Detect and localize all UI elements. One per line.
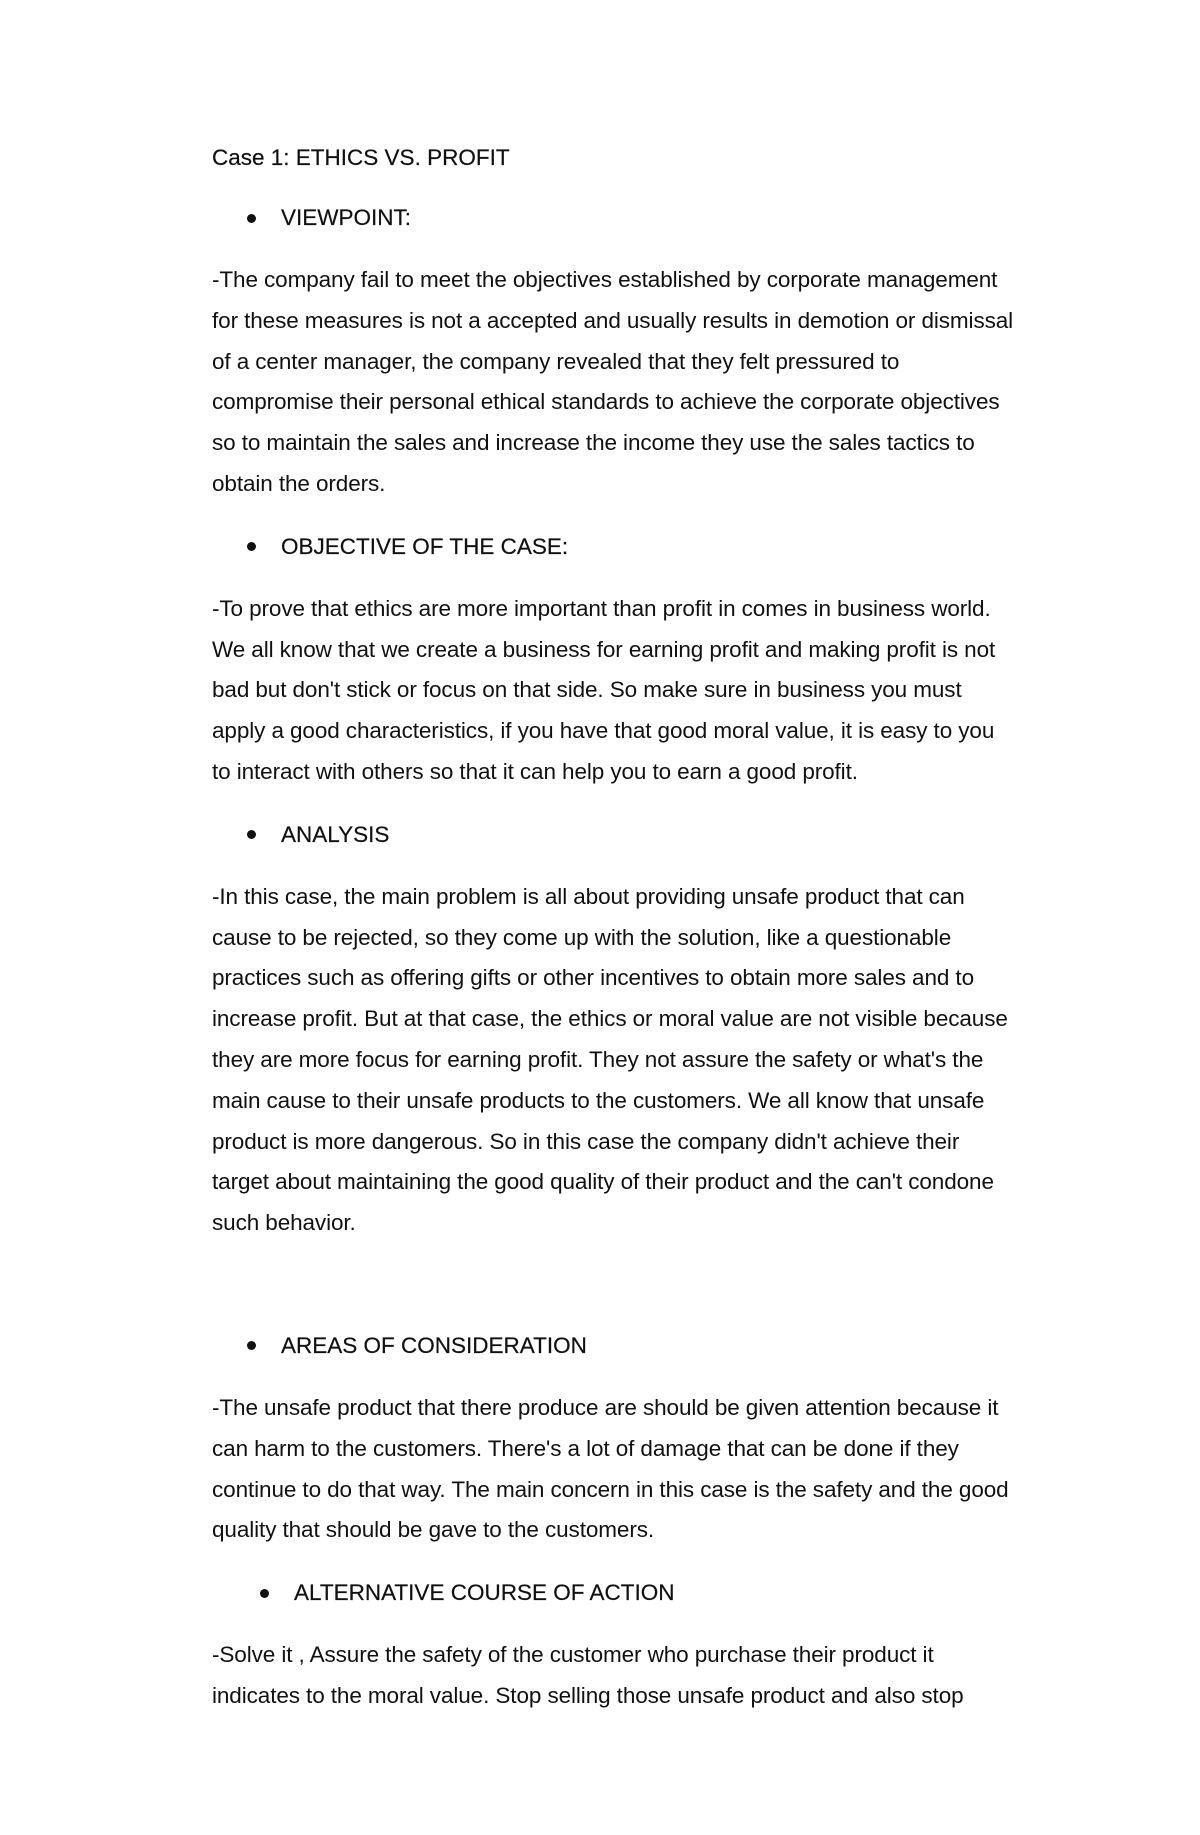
paragraph-line: can harm to the customers. There's a lot of damage that can be done if they [212, 1435, 959, 1461]
bullet-icon [247, 214, 256, 223]
paragraph-line: -The company fail to meet the objectives established by corporate management [212, 267, 998, 292]
paragraph-line: product is more dangerous. So in this case the company didn't achieve their [212, 1128, 960, 1154]
section-heading-label: AREAS OF CONSIDERATION [281, 1332, 587, 1358]
paragraph-line: apply a good characteristics, if you have that good moral value, it is easy to you [212, 718, 995, 744]
paragraph-line: obtain the orders. [212, 470, 386, 496]
paragraph-line: We all know that we create a business for earning profit and making profit is not [212, 636, 996, 662]
section-heading-analysis [212, 817, 1062, 853]
section-heading-alternative-course [212, 1575, 1062, 1611]
section-heading-label: VIEWPOINT: [281, 205, 412, 230]
bullet-icon [247, 830, 256, 839]
paragraph-line: for these measures is not a accepted and usually results in demotion or dismissal [212, 307, 1014, 333]
paragraph-line: continue to do that way. The main concern in this case is the safety and the good [212, 1476, 1009, 1502]
document-page [212, 140, 1062, 1741]
bullet-icon [247, 542, 256, 551]
paragraph-line: main cause to their unsafe products to the customers. We all know that unsafe [212, 1087, 985, 1113]
paragraph-line: compromise their personal ethical standards to achieve the corporate objectives [212, 389, 1000, 415]
paragraph-line: to interact with others so that it can help you to earn a good profit. [212, 758, 858, 784]
paragraph-line: such behavior. [212, 1210, 356, 1236]
section-heading-viewpoint [212, 200, 1062, 236]
paragraph-line: -The unsafe product that there produce are should be given attention because it [212, 1394, 999, 1420]
paragraph-line: -In this case, the main problem is all about providing unsafe product that can [212, 883, 965, 909]
paragraph-line: they are more focus for earning profit. They not assure the safety or what's the [212, 1046, 984, 1072]
paragraph-line: practices such as offering gifts or other incentives to obtain more sales and to [212, 965, 974, 991]
section-heading-areas-of-consideration [212, 1328, 1062, 1364]
section-body-alternative-course [212, 1635, 1062, 1717]
paragraph-line: target about maintaining the good quality of their product and the can't condone [212, 1169, 994, 1195]
section-body-analysis [212, 877, 1062, 1244]
paragraph-line: -To prove that ethics are more important than profit in comes in business world. [212, 595, 991, 621]
bullet-icon [247, 1341, 256, 1350]
paragraph-line: quality that should be gave to the customers. [212, 1517, 655, 1543]
paragraph-line: so to maintain the sales and increase the income they use the sales tactics to [212, 430, 975, 456]
section-heading-label: ALTERNATIVE COURSE OF ACTION [294, 1580, 675, 1606]
section-body-viewpoint [212, 260, 1062, 505]
paragraph-line: indicates to the moral value. Stop selling those unsafe product and also stop [212, 1682, 964, 1708]
bullet-icon [260, 1589, 269, 1598]
section-heading-label: OBJECTIVE OF THE CASE: [281, 533, 569, 559]
blank-space [212, 1268, 1062, 1328]
section-body-areas-of-consideration [212, 1388, 1062, 1551]
paragraph-line: cause to be rejected, so they come up with the solution, like a questionable [212, 924, 952, 950]
section-heading-objective [212, 529, 1062, 565]
document-title: Case 1: ETHICS VS. PROFIT [212, 145, 510, 170]
paragraph-line: bad but don't stick or focus on that side. So make sure in business you must [212, 677, 962, 703]
section-heading-label: ANALYSIS [281, 821, 390, 847]
paragraph-line: of a center manager, the company revealed that they felt pressured to [212, 348, 900, 374]
paragraph-line: -Solve it , Assure the safety of the customer who purchase their product it [212, 1642, 934, 1668]
section-body-objective [212, 589, 1062, 793]
paragraph-line: increase profit. But at that case, the ethics or moral value are not visible because [212, 1006, 1008, 1032]
